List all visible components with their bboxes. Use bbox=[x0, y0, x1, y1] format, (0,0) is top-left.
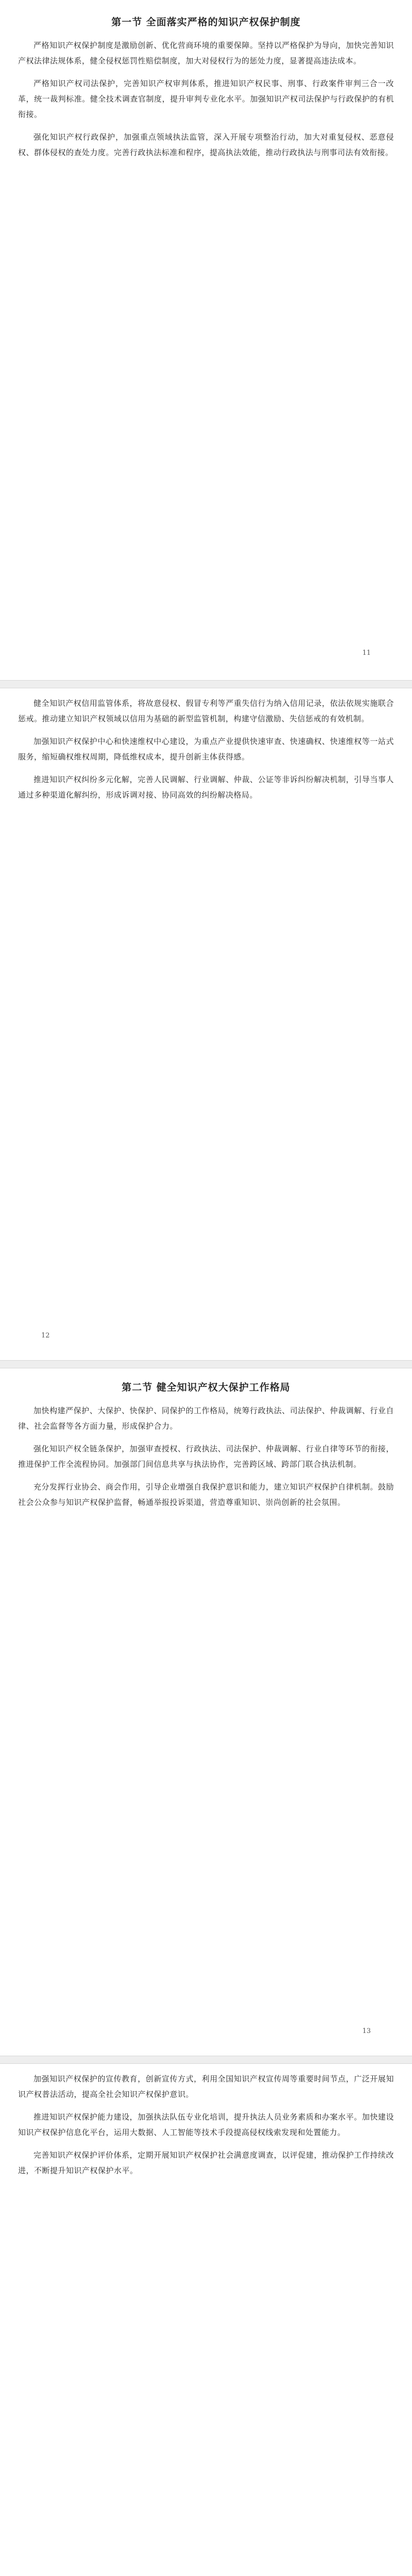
section-heading: 第二节 健全知识产权大保护工作格局 bbox=[122, 1382, 290, 1393]
page-separator bbox=[0, 680, 412, 688]
paragraph: 加快构建严保护、大保护、快保护、同保护的工作格局，统筹行政执法、司法保护、仲裁调解、行业自律、社会监督等各方面力量，形成保护合力。 bbox=[18, 1406, 394, 1431]
paragraph: 完善知识产权保护评价体系，定期开展知识产权保护社会满意度调查，以评促建，推动保护工作持续改进，不断提升知识产权保护水平。 bbox=[18, 2150, 394, 2175]
page-number: 12 bbox=[41, 1332, 50, 1340]
paragraph: 推进知识产权纠纷多元化解，完善人民调解、行业调解、仲裁、公证等非诉纠纷解决机制，引导当事人通过多种渠道化解纠纷，形成诉调对接、协同高效的纠纷解决格局。 bbox=[18, 775, 394, 800]
page-separator bbox=[0, 2056, 412, 2064]
paragraph: 充分发挥行业协会、商会作用，引导企业增强自我保护意识和能力，建立知识产权保护自律机制。鼓励社会公众参与知识产权保护监督，畅通举报投诉渠道，营造尊重知识、崇尚创新的社会氛围。 bbox=[18, 1482, 394, 1507]
page-3 bbox=[18, 1376, 394, 2045]
paragraph: 加强知识产权保护的宣传教育，创新宣传方式，利用全国知识产权宣传周等重要时间节点，广泛开展知识产权普法活动，提高全社会知识产权保护意识。 bbox=[18, 2074, 394, 2099]
page-4 bbox=[18, 2071, 394, 2576]
page-1 bbox=[18, 10, 394, 670]
paragraph: 严格知识产权保护制度是激励创新、优化营商环境的重要保障。坚持以严格保护为导向，加快完善知识产权法律法规体系，健全侵权惩罚性赔偿制度，加大对侵权行为的惩处力度，显著提高违法成本。 bbox=[18, 41, 394, 65]
page-number: 11 bbox=[362, 649, 371, 657]
paragraph: 严格知识产权司法保护，完善知识产权审判体系，推进知识产权民事、刑事、行政案件审判三合一改革，统一裁判标准。健全技术调查官制度，提升审判专业化水平。加强知识产权司法保护与行政保护的有机衔接。 bbox=[18, 79, 394, 119]
paragraph: 强化知识产权行政保护，加强重点领域执法监管，深入开展专项整治行动，加大对重复侵权、恶意侵权、群体侵权的查处力度。完善行政执法标准和程序，提高执法效能，推动行政执法与刑事司法有效衔接。 bbox=[18, 132, 394, 157]
page-number: 13 bbox=[362, 2027, 371, 2035]
section-heading: 第一节 全面落实严格的知识产权保护制度 bbox=[111, 16, 301, 28]
page-separator bbox=[0, 1360, 412, 1368]
paragraph: 推进知识产权保护能力建设，加强执法队伍专业化培训，提升执法人员业务素质和办案水平。加快建设知识产权保护信息化平台，运用大数据、人工智能等技术手段提高侵权线索发现和处置能力。 bbox=[18, 2112, 394, 2137]
paragraph: 加强知识产权保护中心和快速维权中心建设，为重点产业提供快速审查、快速确权、快速维权等一站式服务，缩短确权维权周期，降低维权成本，提升创新主体获得感。 bbox=[18, 737, 394, 761]
page-2 bbox=[18, 696, 394, 1350]
paragraph: 强化知识产权全链条保护，加强审查授权、行政执法、司法保护、仲裁调解、行业自律等环节的衔接，推进保护工作全流程协同。加强部门间信息共享与执法协作，完善跨区域、跨部门联合执法机制。 bbox=[18, 1444, 394, 1469]
paragraph: 健全知识产权信用监管体系，将故意侵权、假冒专利等严重失信行为纳入信用记录，依法依规实施联合惩戒。推动建立知识产权领域以信用为基础的新型监管机制，构建守信激励、失信惩戒的有效机制。 bbox=[18, 699, 394, 723]
